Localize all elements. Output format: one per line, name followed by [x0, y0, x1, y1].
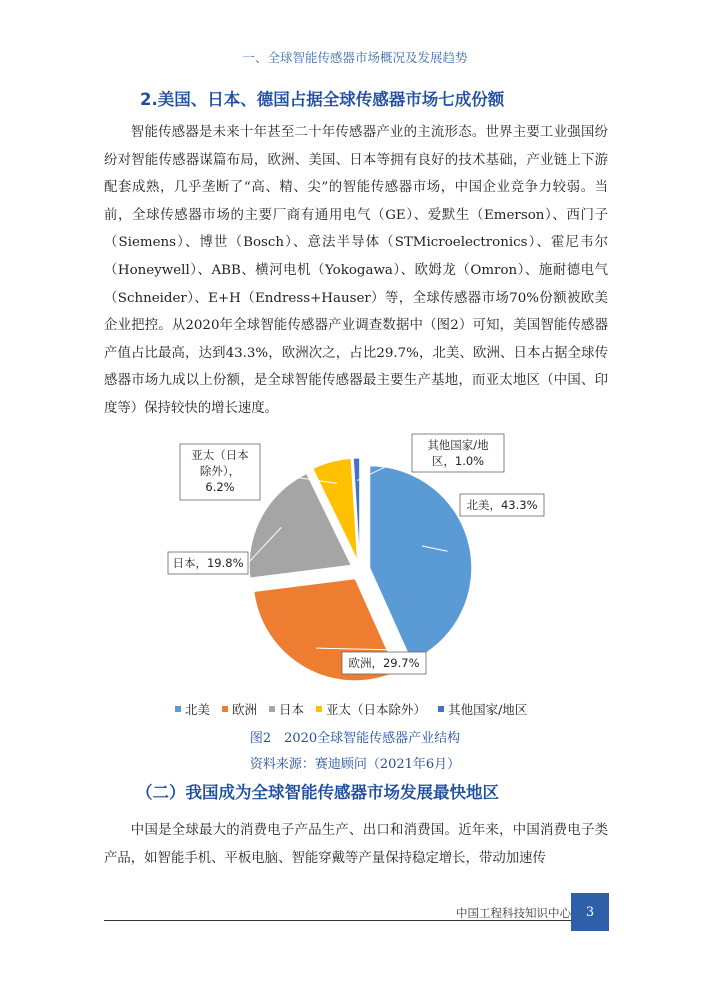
svg-text:欧洲，29.7%: 欧洲，29.7% — [348, 656, 420, 670]
data-label-other-regions — [412, 434, 504, 472]
legend-swatch — [438, 706, 444, 712]
section-heading: 2.美国、日本、德国占据全球传感器市场七成份额 — [140, 90, 505, 109]
legend-item-other-regions — [438, 700, 527, 718]
data-label-japan — [168, 552, 248, 574]
section-paragraph: 智能传感器是未来十年甚至二十年传感器产业的主流形态。世界主要工业强国纷纷对智能传感器谋篇布局，欧洲、美国、日本等拥有良好的技术基础，产业链上下游配套成熟，几乎垄断了“高、精、尖”的智能传感器市场，中国企业竞争力较弱。当前，全球传感器市场的主要厂商有通用电气（GE）、爱默生（Emerson）、西门子（Siemens）、博世（Bosch）、意法半导体（STMicroelectronics）、霍尼韦尔（Honeywell）、ABB、横河电机（Yokogawa）、欧姆龙（Omron）、施耐德电气（Schneider）、E+H（Endress+Hauser）等，全球传感器市场70%份额被欧美企业把控。从2020年全球智能传感器产业调查数据中（图2）可知，美国智能传感器产值占比最高，达到43.3%，欧洲次之，占比29.7%，北美、欧洲、日本占据全球传感器市场九成以上份额，是全球智能传感器最主要生产基地，而亚太地区（中国、印度等）保持较快的增长速度。 — [104, 125, 608, 416]
legend-label: 北美 — [185, 702, 211, 717]
footer-org: 中国工程科技知识中心 — [456, 906, 571, 920]
legend-label: 日本 — [279, 702, 305, 717]
legend-swatch — [316, 706, 322, 712]
svg-text:其他国家/地: 其他国家/地 — [427, 438, 489, 452]
legend-label: 其他国家/地区 — [448, 702, 528, 717]
subsection-heading: （二）我国成为全球智能传感器市场发展最快地区 — [136, 783, 499, 802]
figure-source: 资料来源：赛迪顾问（2021年6月） — [249, 757, 461, 772]
svg-text:除外），: 除外）， — [199, 464, 241, 478]
running-header: 一、全球智能传感器市场概况及发展趋势 — [242, 50, 468, 65]
page-number: 3 — [571, 893, 609, 931]
chart-legend — [175, 700, 555, 718]
svg-text:亚太（日本: 亚太（日本 — [191, 448, 249, 462]
svg-text:区，1.0%: 区，1.0% — [431, 454, 485, 468]
legend-swatch — [175, 706, 181, 712]
pie-chart — [160, 430, 560, 700]
subsection-paragraph: 中国是全球最大的消费电子产品生产、出口和消费国。近年来，中国消费电子类产品，如智能手机、平板电脑、智能穿戴等产量保持稳定增长，带动加速传 — [104, 823, 608, 866]
svg-text:6.2%: 6.2% — [205, 480, 235, 494]
legend-item-asia-pacific — [316, 700, 426, 718]
data-label-asia-pacific — [180, 444, 260, 500]
legend-swatch — [222, 706, 228, 712]
legend-item-north-america — [175, 700, 210, 718]
legend-item-japan — [269, 700, 304, 718]
legend-label: 欧洲 — [232, 702, 258, 717]
legend-swatch — [269, 706, 275, 712]
svg-text:日本，19.8%: 日本，19.8% — [172, 556, 244, 570]
data-label-north-america — [460, 494, 544, 516]
data-label-europe — [342, 652, 426, 674]
legend-label: 亚太（日本除外） — [326, 702, 427, 717]
legend-item-europe — [222, 700, 257, 718]
svg-text:北美，43.3%: 北美，43.3% — [466, 498, 538, 512]
pie-slice-north-america — [370, 466, 472, 661]
figure-caption: 图2 2020全球智能传感器产业结构 — [249, 731, 461, 746]
